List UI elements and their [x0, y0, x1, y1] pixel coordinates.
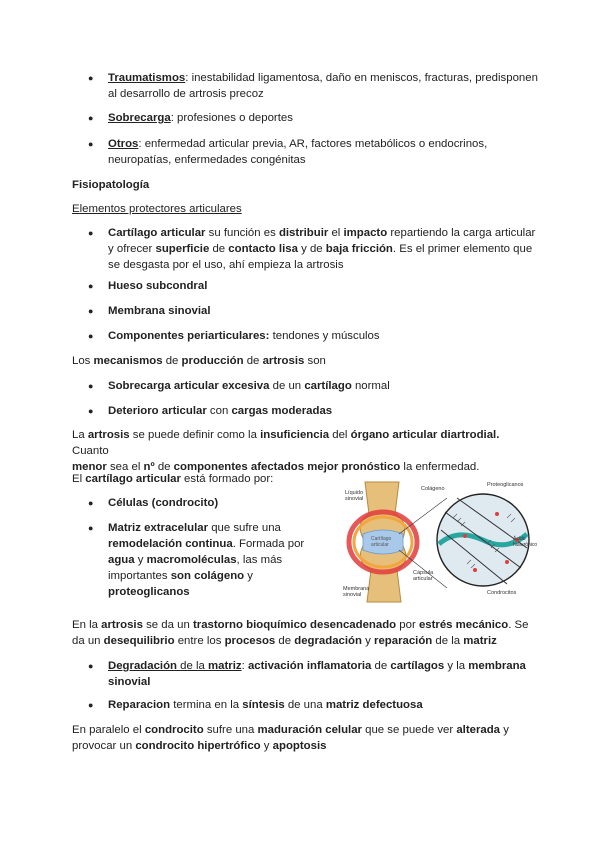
chondrocyte-dot — [505, 560, 509, 564]
bullet-icon: ● — [88, 73, 94, 83]
bullet-icon: ● — [88, 406, 94, 416]
bullet-icon: ● — [88, 139, 94, 149]
paragraph-mecanismos: Los mecanismos de producción de artrosis son — [72, 355, 326, 367]
term-traumatismos: Traumatismos — [108, 72, 186, 84]
chondrocyte-dot — [463, 534, 467, 538]
label-capsula: Cápsula — [413, 570, 434, 576]
label-membrana: Membrana — [343, 586, 370, 592]
paragraph-cartilago-formado: El cartílago articular está formado por: — [72, 473, 274, 485]
bullet-icon: ● — [88, 306, 94, 316]
list-item-hueso: ● Hueso subcondral — [88, 280, 208, 292]
bullet-icon: ● — [88, 700, 94, 710]
bullet-icon: ● — [88, 281, 94, 291]
label-proteoglicanos: Proteoglicanos — [487, 482, 524, 488]
list-item-cartilago: ● Cartílago articular su función es distribuir el impacto repartiendo la carga articular y ofrecer superficie de contacto lisa y de baja fricción. Es el primer elemento que se desgasta por el uso, ahí empieza la artrosis — [88, 227, 536, 271]
list-item-matriz: ● Matriz extracelular que sufre una remodelación continua. Formada por agua y macromoléculas, las más importantes son colágeno y proteoglicanos — [88, 522, 305, 598]
list-item-traumatismos: ● Traumatismos: inestabilidad ligamentosa, daño en meniscos, fracturas, predisponen al desarrollo de artrosis precoz — [88, 72, 538, 100]
paragraph-artrosis-trastorno: En la artrosis se da un trastorno bioquímico desencadenado por estrés mecánico. Se da un desequilibrio entre los procesos de degradación y reparación de la matriz — [72, 619, 529, 647]
bullet-icon: ● — [88, 228, 94, 238]
label-cartilago: Cartílago — [371, 536, 392, 542]
chondrocyte-dot — [495, 512, 499, 516]
subheading-elementos-protectores: Elementos protectores articulares — [72, 203, 242, 215]
list-item-otros: ● Otros: enfermedad articular previa, AR, factores metabólicos o endocrinos, neuropatías, enfermedades congénitas — [88, 138, 488, 166]
list-item-degradacion: ● Degradación de la matriz: activación inflamatoria de cartílagos y la membrana sinovial — [88, 660, 526, 688]
chondrocyte-dot — [473, 568, 477, 572]
bullet-icon: ● — [88, 381, 94, 391]
bullet-icon: ● — [88, 331, 94, 341]
list-item-sobrecarga: ● Sobrecarga: profesiones o deportes — [88, 112, 293, 124]
label-hialuronico: hialurónico — [513, 542, 537, 548]
list-item-membrana: ● Membrana sinovial — [88, 305, 211, 317]
label-condrocitos: Condrocitos — [487, 590, 517, 596]
label-articular: articular — [371, 542, 389, 548]
label-sinovial-membrana: sinovial — [343, 592, 362, 598]
label-acido: Ácido — [513, 536, 526, 542]
term-otros: Otros — [108, 138, 139, 150]
label-capsula-articular: articular — [413, 576, 433, 582]
list-item-componentes: ● Componentes periarticulares: tendones y músculos — [88, 330, 380, 342]
paragraph-definicion: La artrosis se puede definir como la insuficiencia del órgano articular diartrodial. Cuanto menor sea el nº de componentes afectados mejor pronóstico la enfermedad. — [72, 429, 500, 473]
list-item-reparacion: ● Reparacion termina en la síntesis de una matriz defectuosa — [88, 699, 423, 711]
label-sinovial: sinovial — [345, 496, 364, 502]
list-item-celulas: ● Células (condrocito) — [88, 497, 219, 509]
term-sobrecarga: Sobrecarga — [108, 112, 171, 124]
paragraph-condrocito: En paralelo el condrocito sufre una maduración celular que se puede ver alterada y provocar un condrocito hipertrófico y apoptosis — [72, 724, 509, 752]
joint-diagram-svg — [337, 478, 537, 606]
list-item-deterioro: ● Deterioro articular con cargas moderadas — [88, 405, 333, 417]
bullet-icon: ● — [88, 113, 94, 123]
section-heading-fisiopatologia: Fisiopatología — [72, 179, 150, 191]
list-item-sobrecarga-articular: ● Sobrecarga articular excesiva de un cartílago normal — [88, 380, 390, 392]
bullet-icon: ● — [88, 498, 94, 508]
label-liquido: Líquido — [345, 490, 364, 496]
bullet-icon: ● — [88, 661, 94, 671]
bullet-icon: ● — [88, 523, 94, 533]
joint-illustration — [337, 478, 537, 606]
label-colageno: Colágeno — [421, 486, 445, 492]
